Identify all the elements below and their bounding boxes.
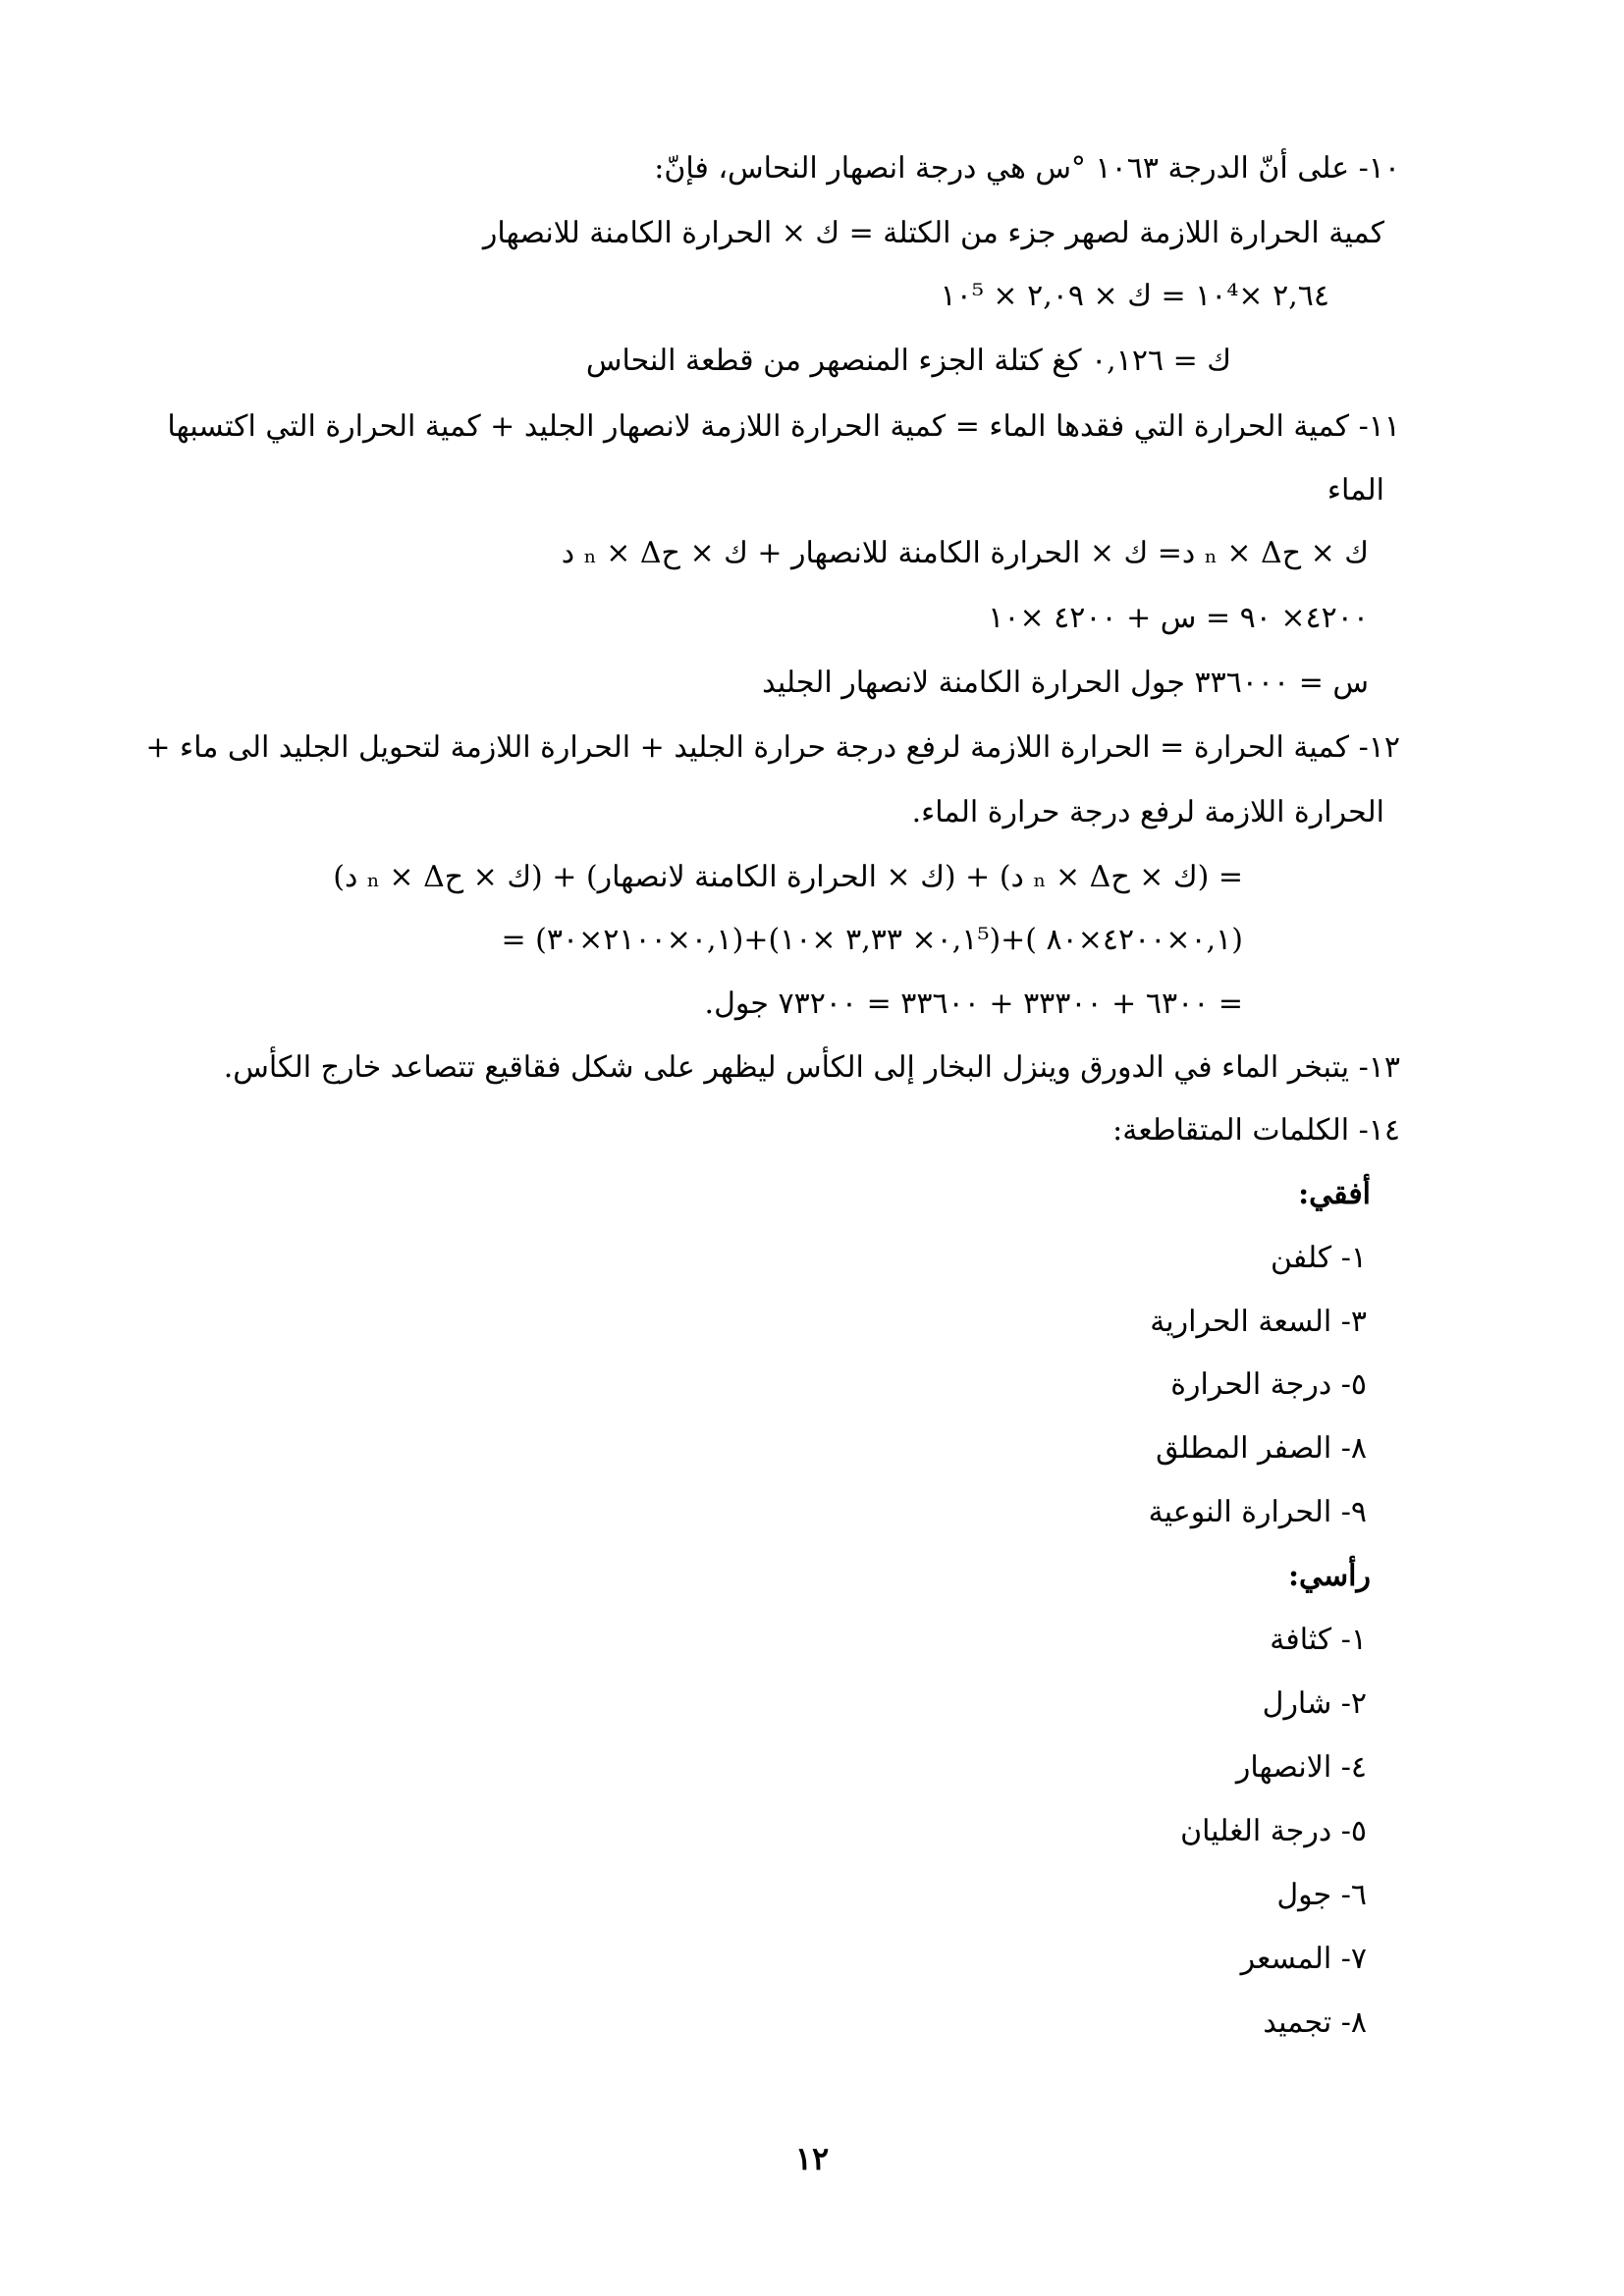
q11-line-1: ١١- كمية الحرارة التي فقدها الماء = كمية الحرارة اللازمة لانصهار الجليد + كمية الحرارة التي اكتسبها (167, 409, 1400, 444)
down-item: ١- كثافة (1270, 1623, 1367, 1657)
q10-line-4: ك = ٠,١٢٦ كغ كتلة الجزء المنصهر من قطعة النحاس (585, 344, 1231, 378)
q13-line-1: ١٣- يتبخر الماء في الدورق وينزل البخار إلى الكأس ليظهر على شكل فقاقيع تتصاعد خارج الكأس. (223, 1050, 1400, 1085)
q11-line-5: س = ٣٣٦٠٠٠ جول الحرارة الكامنة لانصهار الجليد (762, 666, 1369, 700)
down-item: ٧- المسعر (1240, 1942, 1367, 1976)
down-heading: رأسي: (1287, 1559, 1371, 1593)
down-item: ٥- درجة الغليان (1180, 1814, 1367, 1848)
across-item: ٩- الحرارة النوعية (1148, 1495, 1367, 1529)
q14-title: ١٤- الكلمات المتقاطعة: (1112, 1113, 1400, 1148)
q11-line-4: ٤٢٠٠× ٩٠ = س + ٤٢٠٠ ×١٠ (988, 601, 1369, 635)
across-item: ١- كلفن (1270, 1241, 1367, 1275)
q12-line-2: الحرارة اللازمة لرفع درجة حرارة الماء. (911, 795, 1384, 829)
down-item: ٢- شارل (1262, 1686, 1367, 1721)
across-item: ٣- السعة الحرارية (1150, 1305, 1367, 1339)
down-item: ٦- جول (1276, 1878, 1367, 1912)
q11-line-2: الماء (1326, 473, 1384, 507)
across-item: ٥- درجة الحرارة (1170, 1367, 1367, 1402)
q12-line-3: = (ك × حₙ × Δ د) + (ك × الحرارة الكامنة لانصهار) + (ك × حₙ × Δ د) (333, 860, 1243, 894)
down-item: ٤- الانصهار (1235, 1750, 1367, 1785)
q10-line-3: ٢,٦٤ ×١٠⁴ = ك × ٢,٠٩ × ١٠⁵ (940, 279, 1329, 313)
q10-line-1: ١٠- على أنّ الدرجة ١٠٦٣ °س هي درجة انصهار النحاس، فإنّ: (654, 151, 1400, 186)
down-item: ٨- تجميد (1263, 2005, 1367, 2040)
across-heading: أفقي: (1298, 1177, 1371, 1211)
q12-line-1: ١٢- كمية الحرارة = الحرارة اللازمة لرفع درجة حرارة الجليد + الحرارة اللازمة لتحويل الجليد الى ماء + (145, 730, 1400, 765)
q11-line-3: ك × حₙ × Δ د= ك × الحرارة الكامنة للانصهار + ك × حₙ × Δ د (561, 536, 1369, 570)
q12-line-5: = ٦٣٠٠ + ٣٣٣٠٠ + ٣٣٦٠٠ = ٧٣٢٠٠ جول. (704, 987, 1243, 1021)
page-number: ١٢ (794, 2140, 830, 2177)
q10-line-2: كمية الحرارة اللازمة لصهر جزء من الكتلة = ك × الحرارة الكامنة للانصهار (482, 216, 1384, 250)
across-item: ٨- الصفر المطلق (1156, 1431, 1367, 1466)
q12-line-4: = (٠,١×٢١٠٠×٣٠)+(٠,١× ٣,٣٣ ×١٠⁵)+( ٠,١×٤٢٠٠×٨٠) (501, 923, 1243, 957)
